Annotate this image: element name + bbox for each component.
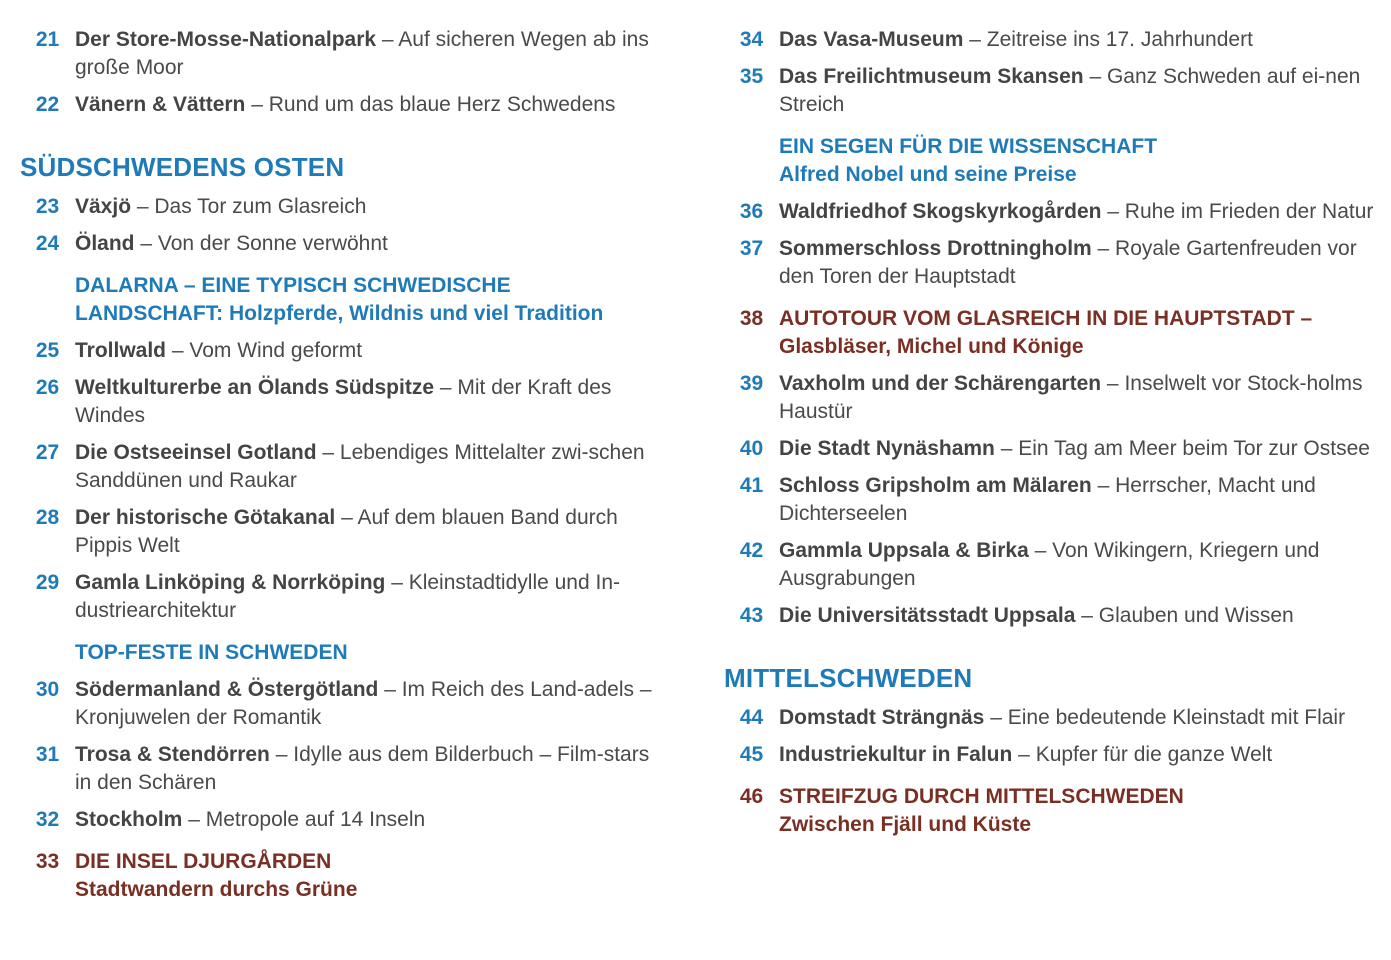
feature-line: Alfred Nobel und seine Preise <box>779 163 1077 186</box>
toc-entry[interactable] <box>724 472 1374 528</box>
entry-number: 41 <box>739 474 764 497</box>
entry-number: 26 <box>35 376 60 399</box>
entry-title: Der historische Götakanal <box>75 506 336 529</box>
toc-entry[interactable] <box>20 26 670 82</box>
entry-desc: – Vom Wind geformt <box>166 339 363 362</box>
entry-number: 29 <box>35 571 60 594</box>
toc-entry[interactable] <box>724 704 1374 732</box>
entry-desc: – Von Wikingern, Kriegern und Ausgrabungen <box>779 539 1320 590</box>
entry-number: 44 <box>739 706 764 729</box>
tour-title: AUTOTOUR VOM GLASREICH IN DIE HAUPTSTADT – <box>779 307 1313 330</box>
entry-desc: – Royale Gartenfreuden vor den Toren der Hauptstadt <box>779 237 1357 288</box>
tour-number: 46 <box>739 785 764 808</box>
tour-entry[interactable] <box>20 848 670 904</box>
entry-title: Gamla Linköping & Norrköping <box>75 571 386 594</box>
entry-title: Schloss Gripsholm am Mälaren <box>779 474 1092 497</box>
entry-desc: – Kleinstadtidylle und In-dustriearchitektur <box>75 571 620 622</box>
entry-desc: – Im Reich des Land-adels – Kronjuwelen der Romantik <box>75 678 652 729</box>
entry-desc: – Inselwelt vor Stock-holms Haustür <box>779 372 1363 423</box>
feature-heading[interactable] <box>779 133 1374 189</box>
entry-title: Weltkulturerbe an Ölands Südspitze <box>75 376 435 399</box>
toc-entry[interactable] <box>20 676 670 732</box>
entry-number: 34 <box>739 28 764 51</box>
entry-desc: – Eine bedeutende Kleinstadt mit Flair <box>984 706 1346 729</box>
entry-number: 40 <box>739 437 764 460</box>
tour-title: STREIFZUG DURCH MITTELSCHWEDEN <box>779 785 1184 808</box>
feature-heading[interactable] <box>75 272 670 328</box>
toc-entry[interactable] <box>724 26 1374 54</box>
entry-desc: – Rund um das blaue Herz Schwedens <box>245 93 616 116</box>
toc-entry[interactable] <box>724 63 1374 119</box>
toc-entry[interactable] <box>724 537 1374 593</box>
entry-desc: – Lebendiges Mittelalter zwi-schen Sanddünen und Raukar <box>75 441 645 492</box>
toc-entry[interactable] <box>724 370 1374 426</box>
entry-desc: – Von der Sonne verwöhnt <box>134 232 388 255</box>
tour-subtitle: Glasbläser, Michel und Könige <box>779 335 1084 358</box>
entry-title: Die Ostseeinsel Gotland <box>75 441 317 464</box>
entry-title: Der Store-Mosse-Nationalpark <box>75 28 377 51</box>
entry-number: 25 <box>35 339 60 362</box>
entry-desc: – Metropole auf 14 Inseln <box>182 808 426 831</box>
entry-number: 36 <box>739 200 764 223</box>
tour-subtitle: Zwischen Fjäll und Küste <box>779 813 1032 836</box>
toc-entry[interactable] <box>20 741 670 797</box>
toc-entry[interactable] <box>20 374 670 430</box>
entry-title: Växjö <box>75 195 132 218</box>
tour-subtitle: Stadtwandern durchs Grüne <box>75 878 358 901</box>
entry-number: 45 <box>739 743 764 766</box>
entry-number: 22 <box>35 93 60 116</box>
entry-title: Domstadt Strängnäs <box>779 706 985 729</box>
toc-entry[interactable] <box>724 741 1374 769</box>
section-heading: MITTELSCHWEDEN <box>724 663 973 693</box>
feature-line: LANDSCHAFT: Holzpferde, Wildnis und viel Tradition <box>75 302 604 325</box>
left-column <box>20 26 670 913</box>
entry-title: Södermanland & Östergötland <box>75 678 379 701</box>
entry-desc: – Zeitreise ins 17. Jahrhundert <box>963 28 1253 51</box>
entry-title: Das Vasa-Museum <box>779 28 964 51</box>
toc-entry[interactable] <box>20 193 670 221</box>
entry-desc: – Das Tor zum Glasreich <box>131 195 367 218</box>
entry-desc: – Idylle aus dem Bilderbuch – Film-stars in den Schären <box>75 743 650 794</box>
toc-entry[interactable] <box>724 602 1374 630</box>
tour-entry[interactable] <box>724 783 1374 839</box>
entry-title: Gammla Uppsala & Birka <box>779 539 1029 562</box>
entry-title: Die Universitätsstadt Uppsala <box>779 604 1076 627</box>
entry-desc: – Mit der Kraft des Windes <box>75 376 612 427</box>
entry-number: 27 <box>35 441 60 464</box>
toc-entry[interactable] <box>20 91 670 119</box>
entry-number: 23 <box>35 195 60 218</box>
entry-number: 28 <box>35 506 60 529</box>
entry-title: Das Freilichtmuseum Skansen <box>779 65 1084 88</box>
toc-entry[interactable] <box>20 439 670 495</box>
entry-number: 31 <box>35 743 60 766</box>
tour-number: 33 <box>35 850 60 873</box>
tour-number: 38 <box>739 307 764 330</box>
toc-entry[interactable] <box>724 235 1374 291</box>
entry-title: Industriekultur in Falun <box>779 743 1013 766</box>
entry-title: Trollwald <box>75 339 167 362</box>
feature-heading[interactable]: TOP-FESTE IN SCHWEDEN <box>75 641 348 664</box>
entry-title: Öland <box>75 232 135 255</box>
entry-desc: – Kupfer für die ganze Welt <box>1012 743 1273 766</box>
entry-number: 39 <box>739 372 764 395</box>
toc-entry[interactable] <box>724 198 1374 226</box>
toc-entry[interactable] <box>20 806 670 834</box>
entry-number: 42 <box>739 539 764 562</box>
entry-number: 21 <box>35 28 60 51</box>
entry-desc: – Herrscher, Macht und Dichterseelen <box>779 474 1316 525</box>
entry-title: Sommerschloss Drottningholm <box>779 237 1092 260</box>
entry-title: Vaxholm und der Schärengarten <box>779 372 1102 395</box>
entry-number: 37 <box>739 237 764 260</box>
entry-number: 24 <box>35 232 60 255</box>
entry-number: 43 <box>739 604 764 627</box>
entry-title: Die Stadt Nynäshamn <box>779 437 995 460</box>
entry-number: 30 <box>35 678 60 701</box>
toc-entry[interactable] <box>20 569 670 625</box>
toc-entry[interactable] <box>20 337 670 365</box>
toc-entry[interactable] <box>20 230 670 258</box>
entry-title: Waldfriedhof Skogskyrkogården <box>779 200 1102 223</box>
tour-entry[interactable] <box>724 305 1374 361</box>
entry-title: Trosa & Stendörren <box>75 743 270 766</box>
entry-desc: – Ruhe im Frieden der Natur <box>1101 200 1374 223</box>
entry-desc: – Auf sicheren Wegen ab ins große Moor <box>75 28 649 79</box>
feature-line: DALARNA – EINE TYPISCH SCHWEDISCHE <box>75 274 511 297</box>
entry-number: 32 <box>35 808 60 831</box>
entry-desc: – Auf dem blauen Band durch Pippis Welt <box>75 506 618 557</box>
tour-title: DIE INSEL DJURGÅRDEN <box>75 850 332 873</box>
entry-desc: – Ganz Schweden auf ei-nen Streich <box>779 65 1361 116</box>
feature-line: EIN SEGEN FÜR DIE WISSENSCHAFT <box>779 135 1158 158</box>
toc-entry[interactable] <box>20 504 670 560</box>
entry-desc: – Glauben und Wissen <box>1075 604 1294 627</box>
section-heading: SÜDSCHWEDENS OSTEN <box>20 152 345 182</box>
entry-title: Stockholm <box>75 808 183 831</box>
toc-entry[interactable] <box>724 435 1374 463</box>
entry-title: Vänern & Vättern <box>75 93 246 116</box>
entry-desc: – Ein Tag am Meer beim Tor zur Ostsee <box>994 437 1370 460</box>
right-column <box>724 26 1374 848</box>
entry-number: 35 <box>739 65 764 88</box>
